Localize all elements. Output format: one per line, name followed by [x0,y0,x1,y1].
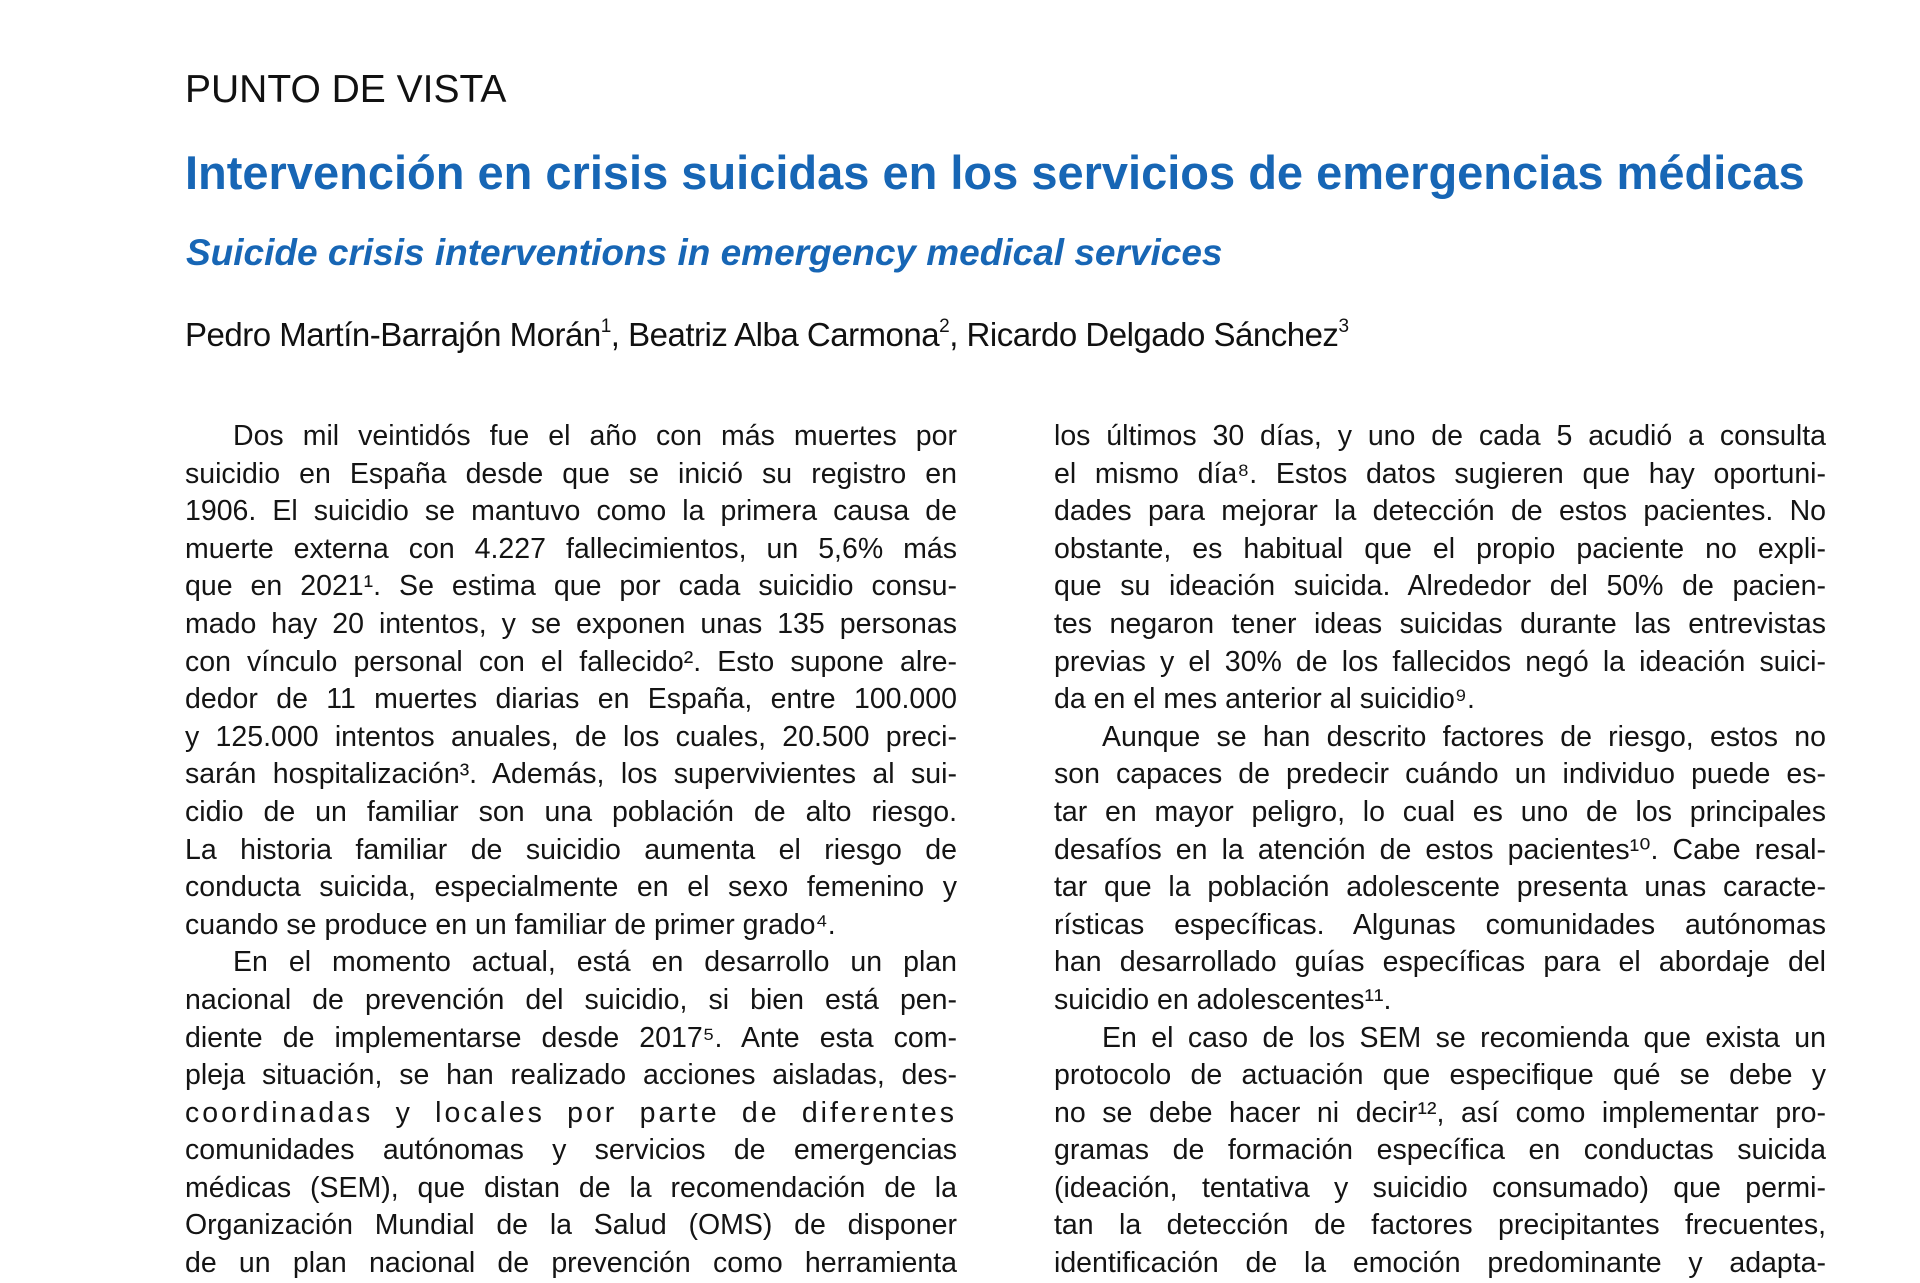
text-line: muerte externa con 4.227 fallecimientos, un 5,6% más [185,532,957,565]
text-line: rísticas específicas. Algunas comunidades autónomas [1054,908,1826,941]
text-line: tar que la población adolescente presenta unas caracte- [1054,871,1826,904]
text-line: En el momento actual, está en desarrollo un plan [233,946,957,979]
text-line: previas y el 30% de los fallecidos negó la ideación suici- [1054,645,1826,678]
text-line: obstante, es habitual que el propio paciente no expli- [1054,532,1826,565]
text-line: han desarrollado guías específicas para el abordaje del [1054,946,1826,979]
text-line: comunidades autónomas y servicios de emergencias [185,1134,957,1167]
author-affiliation: 3 [1338,316,1349,337]
text-line: nacional de prevención del suicidio, si bien está pen- [185,983,957,1016]
text-line: tar en mayor peligro, lo cual es uno de los principales [1054,795,1826,828]
text-line: son capaces de predecir cuándo un individuo puede es- [1054,758,1826,791]
article-subtitle: Suicide crisis interventions in emergency medical services [186,232,1223,273]
text-line: diente de implementarse desde 2017⁵. Ante esta com- [185,1021,957,1054]
text-line: y 125.000 intentos anuales, de los cuales, 20.500 preci- [185,720,957,753]
body-column-right [1054,418,1826,1283]
author-list [185,316,1349,354]
text-line: sarán hospitalización³. Además, los supervivientes al sui- [185,758,957,791]
text-line: Organización Mundial de la Salud (OMS) de disponer [185,1209,957,1242]
author-name: Ricardo Delgado Sánchez [966,316,1339,353]
text-line: que su ideación suicida. Alrededor del 50% de pacien- [1054,570,1826,603]
author-affiliation: 1 [600,316,611,337]
text-line: suicidio en adolescentes¹¹. [1054,983,1392,1016]
body-column-left [185,418,957,1283]
text-line: La historia familiar de suicidio aumenta el riesgo de [185,833,957,866]
text-line: cidio de un familiar son una población de alto riesgo. [185,795,957,828]
text-line: de un plan nacional de prevención como herramienta [185,1247,957,1280]
text-line: pleja situación, se han realizado acciones aisladas, des- [185,1059,957,1092]
text-line: suicidio en España desde que se inició su registro en [185,457,957,490]
text-line: cuando se produce en un familiar de primer grado⁴. [185,908,836,941]
text-line: gramas de formación específica en conductas suicida [1054,1134,1826,1167]
text-line: los últimos 30 días, y uno de cada 5 acudió a consulta [1054,420,1826,452]
text-line: dedor de 11 muertes diarias en España, entre 100.000 [185,683,957,716]
text-line: (ideación, tentativa y suicidio consumado) que permi- [1054,1171,1826,1204]
text-line: que en 2021¹. Se estima que por cada suicidio consu- [185,570,957,603]
text-line: desafíos en la atención de estos pacientes¹⁰. Cabe resal- [1054,833,1826,866]
author-name: Pedro Martín-Barrajón Morán [185,316,601,353]
text-line: conducta suicida, especialmente en el sexo femenino y [185,871,957,904]
text-line: En el caso de los SEM se recomienda que exista un [1102,1021,1826,1054]
author-affiliation: 2 [939,316,950,337]
text-line: tan la detección de factores precipitantes frecuentes, [1054,1209,1826,1242]
author-separator: , [949,316,967,353]
text-line: identificación de la emoción predominante y adapta- [1054,1247,1826,1280]
text-line: con vínculo personal con el fallecido². Esto supone alre- [185,645,957,678]
text-line: no se debe hacer ni decir¹², así como implementar pro- [1054,1096,1826,1129]
text-line: médicas (SEM), que distan de la recomendación de la [185,1171,957,1204]
text-line: Dos mil veintidós fue el año con más muertes por [233,420,957,452]
text-line: el mismo día⁸. Estos datos sugieren que hay oportuni- [1054,457,1826,490]
author-separator: , [610,316,629,353]
article-title: Intervención en crisis suicidas en los servicios de emergencias médicas [185,146,1805,199]
text-line: coordinadas y locales por parte de diferentes [185,1096,957,1129]
author-name: Beatriz Alba Carmona [628,316,940,353]
text-line: 1906. El suicidio se mantuvo como la primera causa de [185,495,957,528]
text-line: tes negaron tener ideas suicidas durante las entrevistas [1054,607,1826,640]
section-label: PUNTO DE VISTA [185,68,507,111]
text-line: protocolo de actuación que especifique qué se debe y [1054,1059,1826,1092]
text-line: Aunque se han descrito factores de riesgo, estos no [1102,720,1826,753]
text-line: mado hay 20 intentos, y se exponen unas 135 personas [185,607,957,640]
text-line: dades para mejorar la detección de estos pacientes. No [1054,495,1826,528]
text-line: da en el mes anterior al suicidio⁹. [1054,683,1475,716]
